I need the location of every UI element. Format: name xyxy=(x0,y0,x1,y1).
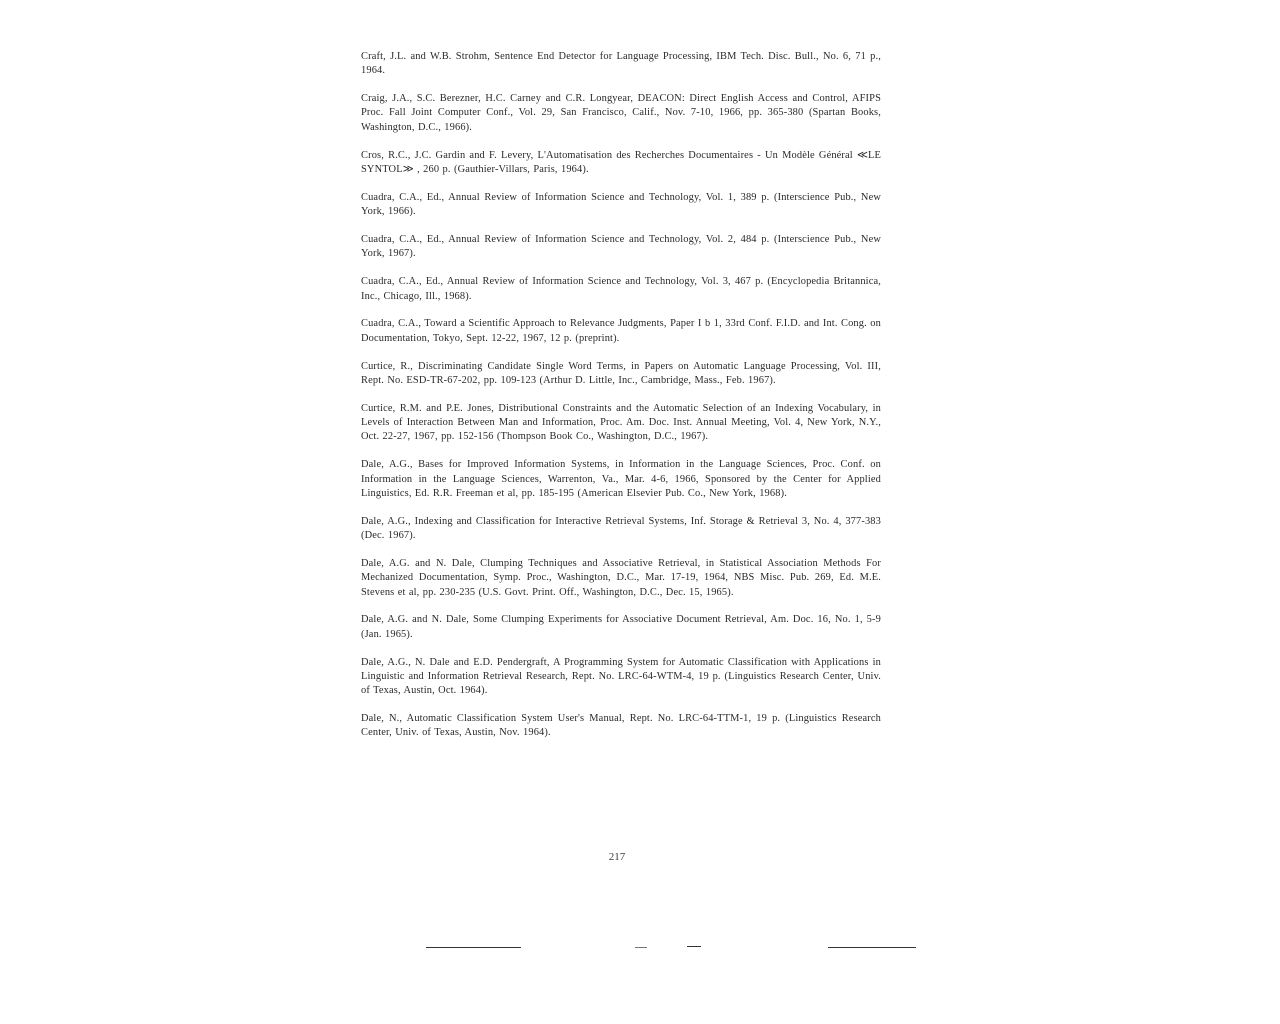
reference-entry: Curtice, R.M. and P.E. Jones, Distributional Constraints and the Automatic Selection of an Indexing Vocabulary, in Levels of Interaction Between Man and Information, Proc. Am. Doc. Inst. Annual Meeting, Vol. 4, New York, N.Y., Oct. 22-27, 1967, pp. 152-156 (Thompson Book Co., Washington, D.C., 1967). xyxy=(361,402,881,443)
page-number: 217 xyxy=(608,851,626,863)
reference-entry: Dale, A.G. and N. Dale, Some Clumping Experiments for Associative Document Retrieval, Am. Doc. 16, No. 1, 5-9 (Jan. 1965). xyxy=(361,614,881,640)
reference-entry: Cros, R.C., J.C. Gardin and F. Levery, L'Automatisation des Recherches Documentaires - Un Modèle Général ≪LE SYNTOL≫ , 260 p. (Gauthier-Villars, Paris, 1964). xyxy=(361,149,881,175)
footer-rule xyxy=(687,946,701,947)
footer-rule xyxy=(635,947,647,948)
reference-entry: Dale, A.G., Bases for Improved Information Systems, in Information in the Language Sciences, Proc. Conf. on Information in the Language Sciences, Warrenton, Va., Mar. 4-6, 1966, Sponsored by the Center for Applied Linguistics, Ed. R.R. Freeman et al, pp. 185-195 (American Elsevier Pub. Co., New York, 1968). xyxy=(361,459,881,499)
reference-entry: Cuadra, C.A., Ed., Annual Review of Information Science and Technology, Vol. 1, 389 p. (Interscience Pub., New York, 1966). xyxy=(361,191,881,218)
reference-entry: Dale, A.G., N. Dale and E.D. Pendergraft, A Programming System for Automatic Classification with Applications in Linguistic and Information Retrieval Research, Rept. No. LRC-64-WTM-4, 19 p. (Linguistics Research Center, Univ. of Texas, Austin, Oct. 1964). xyxy=(361,656,881,697)
reference-entry: Cuadra, C.A., Ed., Annual Review of Information Science and Technology, Vol. 3, 467 p. (Encyclopedia Britannica, Inc., Chicago, Ill., 1968). xyxy=(361,276,881,302)
reference-entry: Dale, A.G. and N. Dale, Clumping Techniques and Associative Retrieval, in Statistical Association Methods For Mechanized Documentation, Symp. Proc., Washington, D.C., Mar. 17-19, 1964, NBS Misc. Pub. 269, Ed. M.E. Stevens et al, pp. 230-235 (U.S. Govt. Print. Off., Washington, D.C., Dec. 15, 1965). xyxy=(361,557,881,598)
reference-entry: Craig, J.A., S.C. Berezner, H.C. Carney and C.R. Longyear, DEACON: Direct English Access and Control, AFIPS Proc. Fall Joint Computer Conf., Vol. 29, San Francisco, Calif., Nov. 7-10, 1966, pp. 365-380 (Spartan Books, Washington, D.C., 1966). xyxy=(361,93,881,133)
reference-entry: Dale, A.G., Indexing and Classification for Interactive Retrieval Systems, Inf. Storage & Retrieval 3, No. 4, 377-383 (Dec. 1967). xyxy=(361,515,881,542)
footer-rule xyxy=(828,947,916,948)
reference-entry: Dale, N., Automatic Classification System User's Manual, Rept. No. LRC-64-TTM-1, 19 p. (Linguistics Research Center, Univ. of Texas, Austin, Nov. 1964). xyxy=(361,713,881,739)
footer-rule xyxy=(426,947,521,948)
reference-entry: Cuadra, C.A., Toward a Scientific Approach to Relevance Judgments, Paper I b 1, 33rd Conf. F.I.D. and Int. Cong. on Documentation, Tokyo, Sept. 12-22, 1967, 12 p. (preprint). xyxy=(361,318,881,344)
reference-entry: Cuadra, C.A., Ed., Annual Review of Information Science and Technology, Vol. 2, 484 p. (Interscience Pub., New York, 1967). xyxy=(361,234,881,260)
reference-entry: Craft, J.L. and W.B. Strohm, Sentence End Detector for Language Processing, IBM Tech. Disc. Bull., No. 6, 71 p., 1964. xyxy=(361,51,881,77)
reference-entry: Curtice, R., Discriminating Candidate Single Word Terms, in Papers on Automatic Language Processing, Vol. III, Rept. No. ESD-TR-67-202, pp. 109-123 (Arthur D. Little, Inc., Cambridge, Mass., Feb. 1967). xyxy=(361,360,881,386)
reference-list xyxy=(361,50,881,754)
